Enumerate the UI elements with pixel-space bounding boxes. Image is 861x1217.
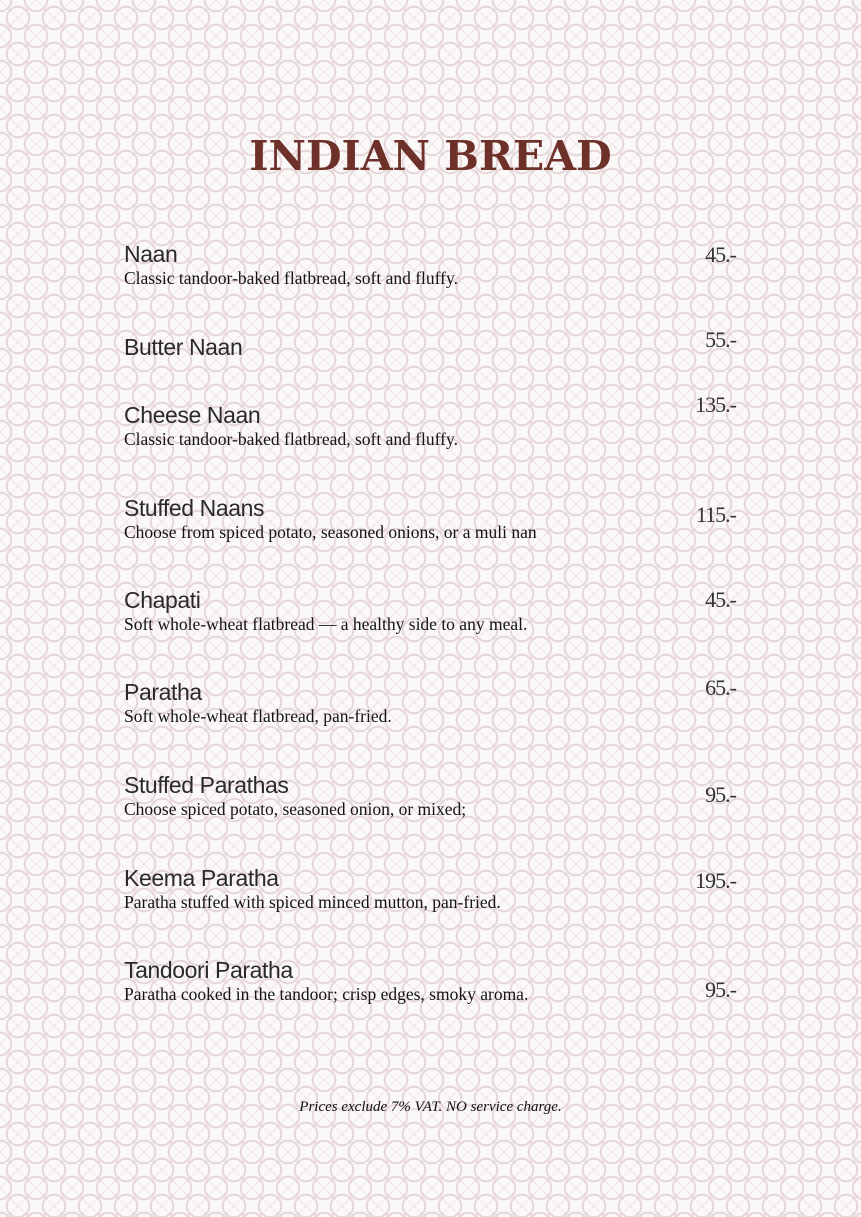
vat-footnote: Prices exclude 7% VAT. NO service charge.	[299, 1099, 562, 1115]
item-description: Choose spiced potato, seasoned onion, or mixed;	[124, 799, 467, 819]
item-description: Paratha stuffed with spiced minced mutton, pan-fried.	[124, 892, 501, 912]
item-description: Classic tandoor-baked flatbread, soft and fluffy.	[124, 429, 458, 449]
item-price: 45.-	[705, 242, 736, 267]
menu-title: INDIAN BREAD	[249, 132, 612, 180]
item-name: Stuffed Parathas	[124, 772, 289, 798]
item-description: Choose from spiced potato, seasoned onions, or a muli nan	[124, 522, 537, 542]
menu-item-keema-paratha	[124, 864, 740, 924]
item-price: 135.-	[695, 392, 736, 417]
item-price: 95.-	[705, 782, 736, 807]
menu-item-stuffed-naans	[124, 494, 740, 554]
item-price: 55.-	[705, 327, 736, 352]
menu-item-naan	[124, 240, 740, 300]
menu-item-tandoori-paratha	[124, 956, 740, 1016]
item-price: 195.-	[695, 868, 736, 893]
item-name: Butter Naan	[124, 334, 243, 360]
item-description: Paratha cooked in the tandoor; crisp edges, smoky aroma.	[124, 984, 529, 1004]
item-price: 45.-	[705, 587, 736, 612]
menu-item-chapati	[124, 586, 740, 646]
item-name: Tandoori Paratha	[124, 957, 293, 983]
item-name: Stuffed Naans	[124, 495, 265, 521]
item-name: Cheese Naan	[124, 402, 261, 428]
item-description: Classic tandoor-baked flatbread, soft and fluffy.	[124, 268, 458, 288]
item-name: Keema Paratha	[124, 865, 279, 891]
item-description: Soft whole-wheat flatbread, pan-fried.	[124, 706, 392, 726]
menu-item-butter-naan	[124, 327, 740, 393]
item-description: Soft whole-wheat flatbread — a healthy side to any meal.	[124, 614, 528, 634]
menu-item-paratha	[124, 675, 740, 738]
item-name: Chapati	[124, 587, 201, 613]
item-name: Paratha	[124, 679, 202, 705]
item-price: 95.-	[705, 977, 736, 1002]
menu-item-stuffed-parathas	[124, 771, 740, 831]
item-price: 65.-	[705, 675, 736, 700]
menu-item-cheese-naan	[124, 392, 740, 461]
item-name: Naan	[124, 241, 178, 267]
item-price: 115.-	[695, 502, 736, 527]
